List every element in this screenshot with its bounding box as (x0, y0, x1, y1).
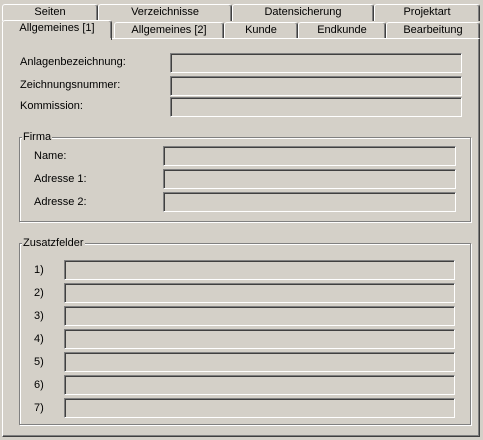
zusatz-field-7[interactable] (64, 398, 455, 418)
zusatz-label-3: 3) (34, 310, 44, 322)
tab-allgemeines-2[interactable]: Allgemeines [2] (114, 22, 224, 39)
firma-adresse1-label: Adresse 1: (34, 173, 87, 185)
tab-kunde[interactable]: Kunde (224, 22, 298, 39)
tab-projektart[interactable]: Projektart (374, 4, 480, 21)
tab-allgemeines-1[interactable]: Allgemeines [1] (2, 20, 112, 40)
zusatzfelder-group-title: Zusatzfelder (23, 237, 84, 249)
zeichnungsnummer-label: Zeichnungsnummer: (20, 79, 121, 91)
tab-endkunde[interactable]: Endkunde (298, 22, 386, 39)
zusatz-label-7: 7) (34, 402, 44, 414)
firma-adresse2-label: Adresse 2: (34, 196, 87, 208)
zusatz-label-4: 4) (34, 333, 44, 345)
zusatz-field-5[interactable] (64, 352, 455, 372)
firma-group-title: Firma (23, 131, 52, 143)
firma-name-field[interactable] (163, 146, 456, 166)
firma-adresse1-field[interactable] (163, 169, 456, 189)
zusatz-label-1: 1) (34, 264, 44, 276)
tab-seiten[interactable]: Seiten (2, 4, 98, 21)
zusatz-field-6[interactable] (64, 375, 455, 395)
zusatz-field-2[interactable] (64, 283, 455, 303)
tab-verzeichnisse[interactable]: Verzeichnisse (98, 4, 232, 21)
active-tab-joint (3, 38, 111, 40)
anlagenbezeichnung-label: Anlagenbezeichnung: (20, 56, 126, 68)
zusatz-label-2: 2) (34, 287, 44, 299)
zusatz-field-3[interactable] (64, 306, 455, 326)
kommission-label: Kommission: (20, 100, 83, 112)
zusatz-field-4[interactable] (64, 329, 455, 349)
firma-adresse2-field[interactable] (163, 192, 456, 212)
zusatz-field-1[interactable] (64, 260, 455, 280)
tab-bearbeitung[interactable]: Bearbeitung (386, 22, 480, 39)
zusatz-label-6: 6) (34, 379, 44, 391)
anlagenbezeichnung-field[interactable] (170, 53, 462, 73)
zeichnungsnummer-field[interactable] (170, 76, 462, 96)
tab-datensicherung[interactable]: Datensicherung (232, 4, 374, 21)
firma-name-label: Name: (34, 150, 67, 162)
zusatz-label-5: 5) (34, 356, 44, 368)
kommission-field[interactable] (170, 97, 462, 117)
